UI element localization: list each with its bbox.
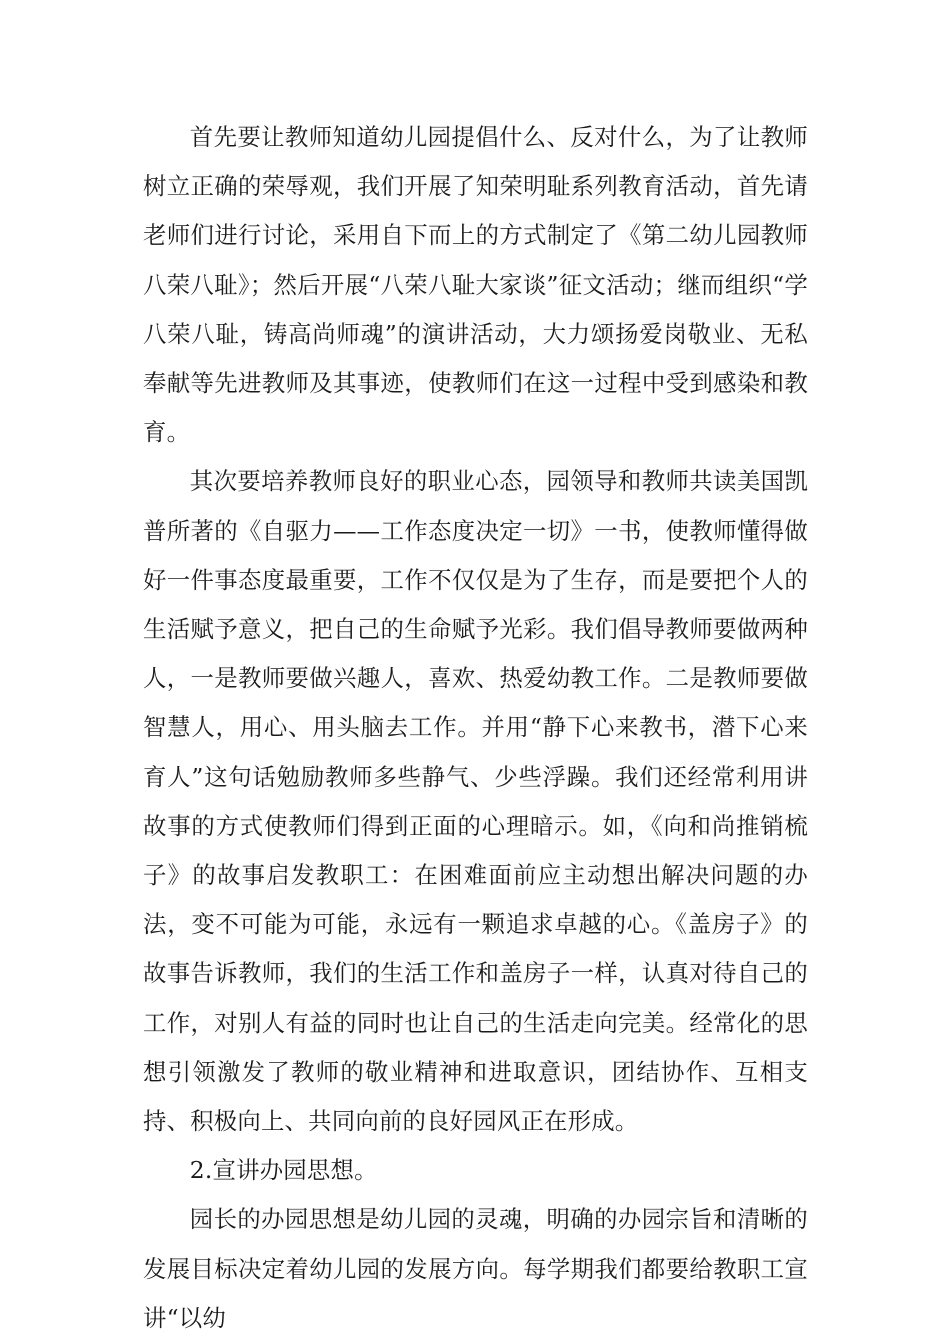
document-body bbox=[143, 113, 808, 1343]
paragraph-honor-disgrace: 首先要让教师知道幼儿园提倡什么、反对什么，为了让教师树立正确的荣辱观，我们开展了知荣明耻系列教育活动，首先请老师们进行讨论，采用自下而上的方式制定了《第二幼儿园教师八荣八耻》；然后开展“八荣八耻大家谈”征文活动；继而组织“学八荣八耻，铸高尚师魂”的演讲活动，大力颂扬爱岗敬业、无私奉献等先进教师及其事迹，使教师们在这一过程中受到感染和教育。 bbox=[143, 123, 808, 447]
paragraph-professional-mindset: 其次要培养教师良好的职业心态，园领导和教师共读美国凯普所著的《自驱力——工作态度决定一切》一书，使教师懂得做好一件事态度最重要，工作不仅仅是为了生存，而是要把个人的生活赋予意义，把自己的生命赋予光彩。我们倡导教师要做两种人，一是教师要做兴趣人，喜欢、热爱幼教工作。二是教师要做智慧人，用心、用头脑去工作。并用“静下心来教书，潜下心来育人”这句话勉励教师多些静气、少些浮躁。我们还经常利用讲故事的方式使教师们得到正面的心理暗示。如，《向和尚推销梳子》的故事启发教职工：在困难面前应主动想出解决问题的办法，变不可能为可能，永远有一颗追求卓越的心。《盖房子》的故事告诉教师，我们的生活工作和盖房子一样，认真对待自己的工作，对别人有益的同时也让自己的生活走向完美。经常化的思想引领激发了教师的敬业精神和进取意识，团结协作、互相支持、积极向上、共同向前的良好园风正在形成。 bbox=[143, 467, 808, 1136]
section-heading-philosophy: 2.宣讲办园思想。 bbox=[189, 1156, 378, 1185]
paragraph-director-philosophy: 园长的办园思想是幼儿园的灵魂，明确的办园宗旨和清晰的发展目标决定着幼儿园的发展方向。每学期我们都要给教职工宣讲“以幼 bbox=[143, 1205, 808, 1332]
